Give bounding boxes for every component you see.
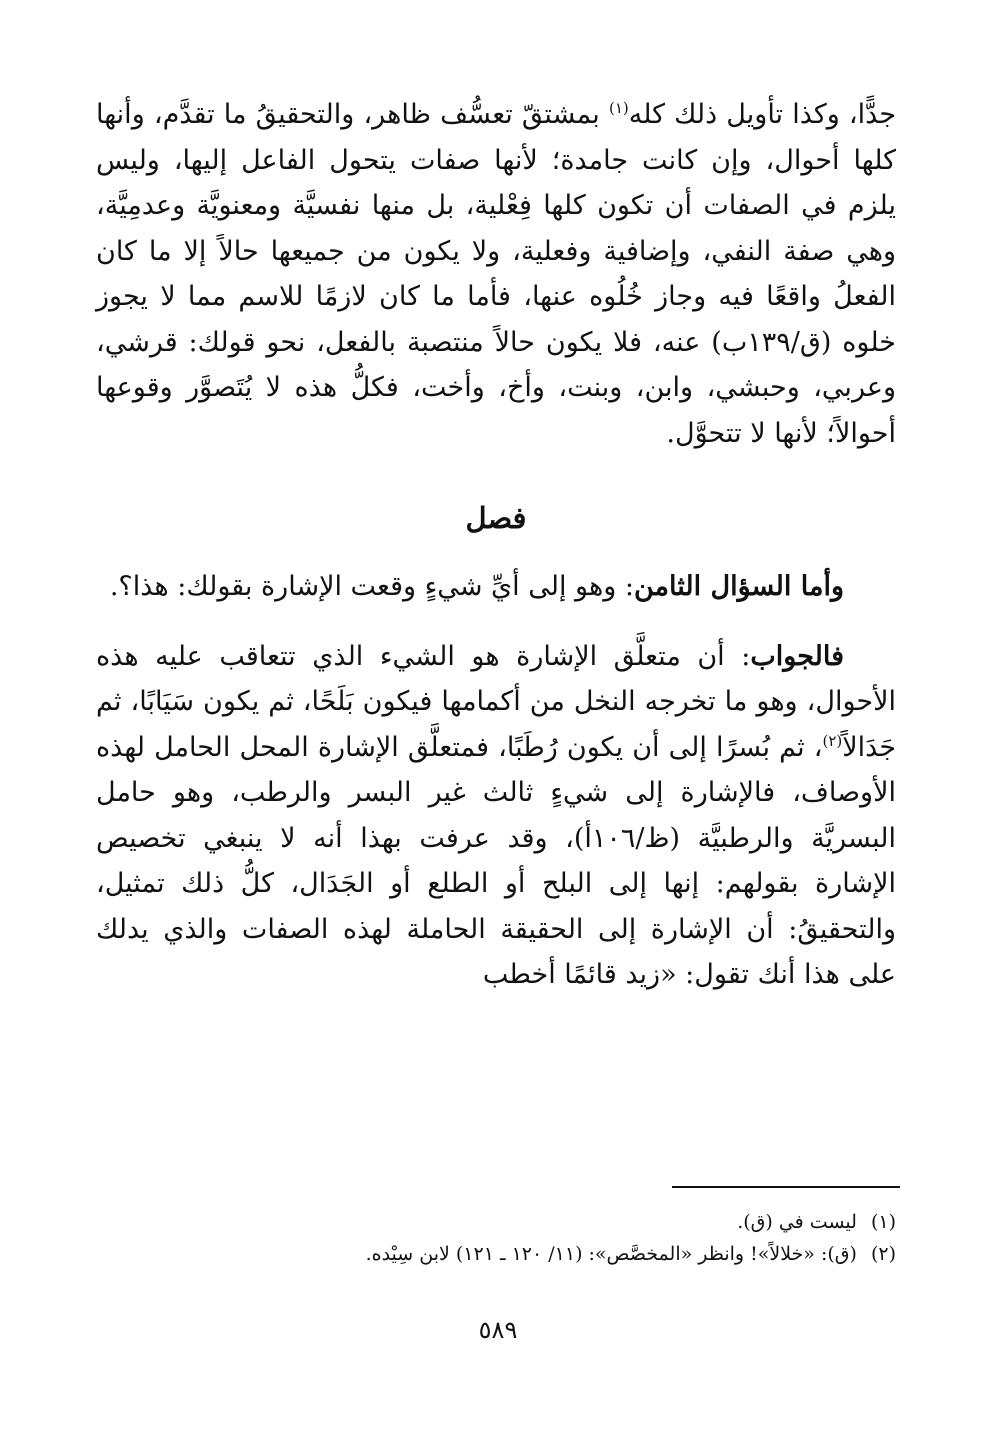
paragraph-3 (96, 634, 896, 998)
footnote-separator (672, 1186, 900, 1188)
footnote-1 (96, 1206, 896, 1238)
section-heading: فصل (465, 501, 527, 535)
paragraph-1-text-b: بمشتقّ تعسُّف ظاهر، والتحقيقُ ما تقدَّم، وأنها كلها أحوال، وإن كانت جامدة؛ لأنها صفات يتحول الفاعل إليها، وليس يلزم في الصفات أن تكون كلها فِعْلية، بل منها نفسيَّة ومعنويَّة وعدمِيَّة، وهي صفة النفي، وإضافية وفعلية، ولا يكون من جميعها حالاً إلا ما كان الفعلُ واقعًا فيه وجاز خُلُوه عنها، فأما ما كان لازمًا للاسم مما لا يجوز خلوه (ق/١٣٩ب) عنه، فلا يكون حالاً منتصبة بالفعل، نحو قولك: قرشي، وعربي، وحبشي، وابن، وبنت، وأخ، وأخت، فكلُّ هذه لا يُتَصوَّر وقوعها أحوالاً؛ لأنها لا تتحوَّل. (96, 99, 896, 449)
footnote-1-number: (١) (870, 1211, 896, 1233)
paragraph-2 (96, 564, 896, 610)
paragraph-1 (96, 92, 896, 456)
page-number: ٥٨٩ (478, 1316, 518, 1344)
paragraph-3-text-b: ، ثم بُسرًا إلى أن يكون رُطَبًا، فمتعلَّق الإشارة المحل الحامل لهذه الأوصاف، فالإشارة إلى شيءٍ ثالث غير البسر والرطب، وهو حامل البسريَّة والرطبيَّة (ظ/١٠٦أ)، وقد عرفت بهذا أنه لا ينبغي تخصيص الإشارة بقولهم: إنها إلى البلح أو الطلع أو الجَدَال، كلُّ ذلك تمثيل، والتحقيقُ: أن الإشارة إلى الحقيقة الحاملة لهذه الصفات والذي يدلك على هذا أنك تقول: «زيد قائمًا أخطب (96, 731, 896, 990)
footnote-2-text: (ق): «خلالاً»! وانظر «المخصَّص»: (١١/ ١٢٠ ـ ١٢١) لابن سِيْده. (365, 1243, 857, 1265)
paragraph-3-text-a: : أن متعلَّق الإشارة هو الشيء الذي تتعاقب عليه هذه الأحوال، وهو ما تخرجه النخل من أكمامها فيكون بَلَحًا، ثم يكون سَيَابًا، ثم جَدَالاً (96, 640, 897, 763)
footnotes (96, 1206, 896, 1270)
paragraph-2-lead: وأما السؤال الثامن (633, 571, 844, 602)
footnote-ref-2[interactable]: (٢) (822, 731, 843, 750)
footnote-2-number: (٢) (870, 1243, 896, 1265)
paragraph-3-lead: فالجواب (750, 640, 844, 672)
paragraph-1-text-a: جدًّا، وكذا تأويل ذلك كله (628, 99, 897, 130)
footnote-1-text: ليست في (ق). (737, 1211, 857, 1233)
paragraph-2-text: : وهو إلى أيِّ شيءٍ وقعت الإشارة بقولك: هذا؟. (109, 571, 634, 602)
page-body (96, 92, 896, 998)
paragraph-gap (96, 610, 896, 634)
footnote-2 (96, 1238, 896, 1270)
footnote-ref-1[interactable]: (١) (608, 99, 629, 117)
